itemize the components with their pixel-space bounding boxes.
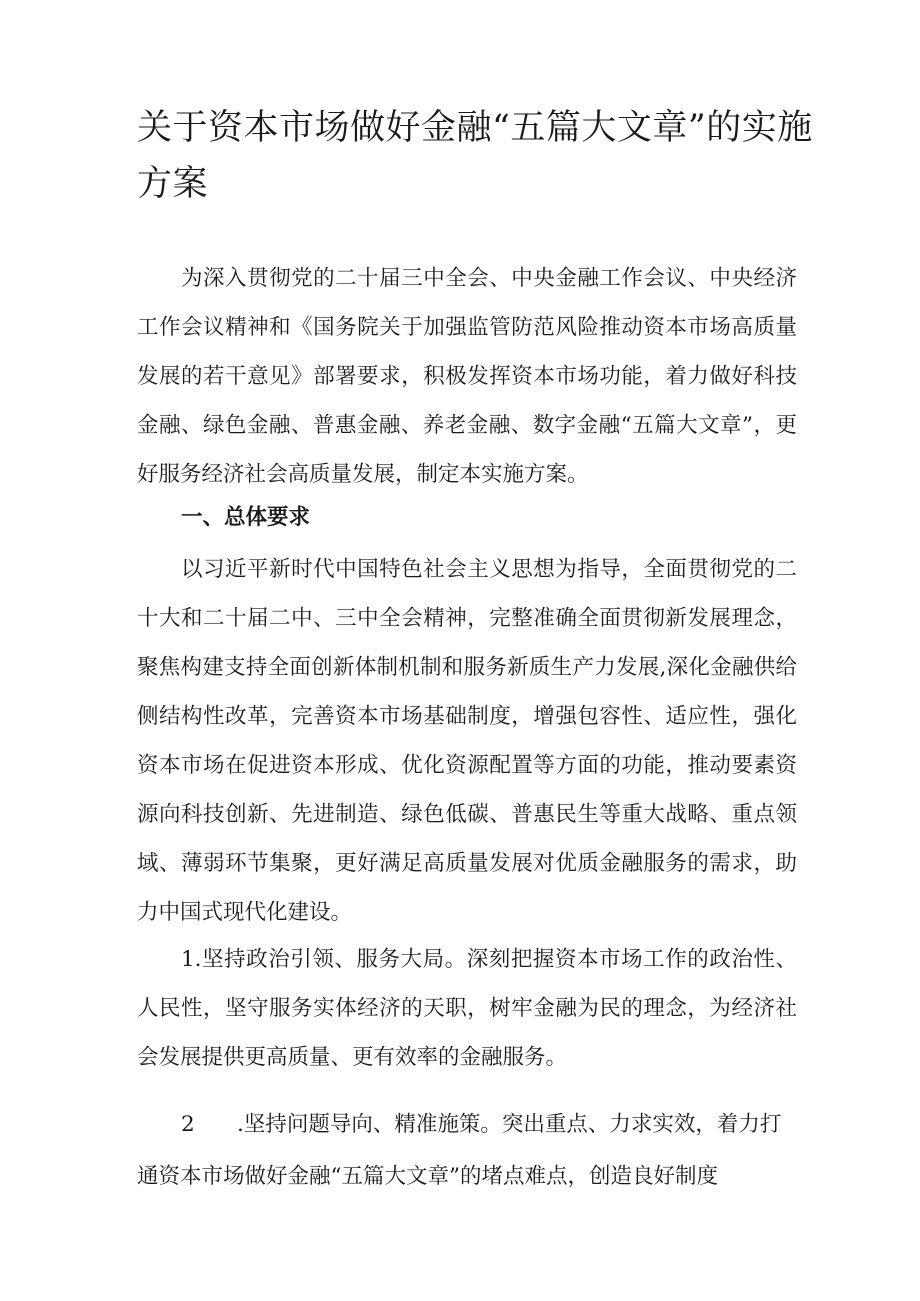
principle-item-2-number: 2 xyxy=(181,1112,195,1137)
general-requirements-paragraph: 以习近平新时代中国特色社会主义思想为指导，全面贯彻党的二十大和二十届二中、三中全会精神，完整准确全面贯彻新发展理念，聚焦构建支持全面创新体制机制和服务新质生产力发展,深化金融供给侧结构性改革，完善资本市场基础制度，增强包容性、适应性，强化资本市场在促进资本形成、优化资源配置等方面的功能，推动要素资源向科技创新、先进制造、绿色低碳、普惠民生等重大战略、重点领域、薄弱环节集聚，更好满足高质量发展对优质金融服务的需求，助力中国式现代化建设。 xyxy=(137,557,797,925)
document-title: 关于资本市场做好金融“五篇大文章”的实施方案 xyxy=(137,108,813,204)
principle-item-1: 1.坚持政治引领、服务大局。深刻把握资本市场工作的政治性、人民性，坚守服务实体经济的天职，树牢金融为民的理念，为经济社会发展提供更高质量、更有效率的金融服务。 xyxy=(137,947,797,1070)
principle-item-2-continuation: 通资本市场做好金融“五篇大文章”的堵点难点，创造良好制度 xyxy=(137,1164,718,1189)
principle-item-2 xyxy=(181,1100,781,1149)
principle-item-2-text: .坚持问题导向、精准施策。突出重点、力求实效，着力打 xyxy=(237,1112,782,1137)
section-heading-general-requirements: 一、总体要求 xyxy=(181,505,311,530)
intro-paragraph: 为深入贯彻党的二十届三中全会、中央金融工作会议、中央经济工作会议精神和《国务院关于加强监管防范风险推动资本市场高质量发展的若干意见》部署要求，积极发挥资本市场功能，着力做好科技金融、绿色金融、普惠金融、养老金融、数字金融“五篇大文章”，更好服务经济社会高质量发展，制定本实施方案。 xyxy=(137,266,797,487)
